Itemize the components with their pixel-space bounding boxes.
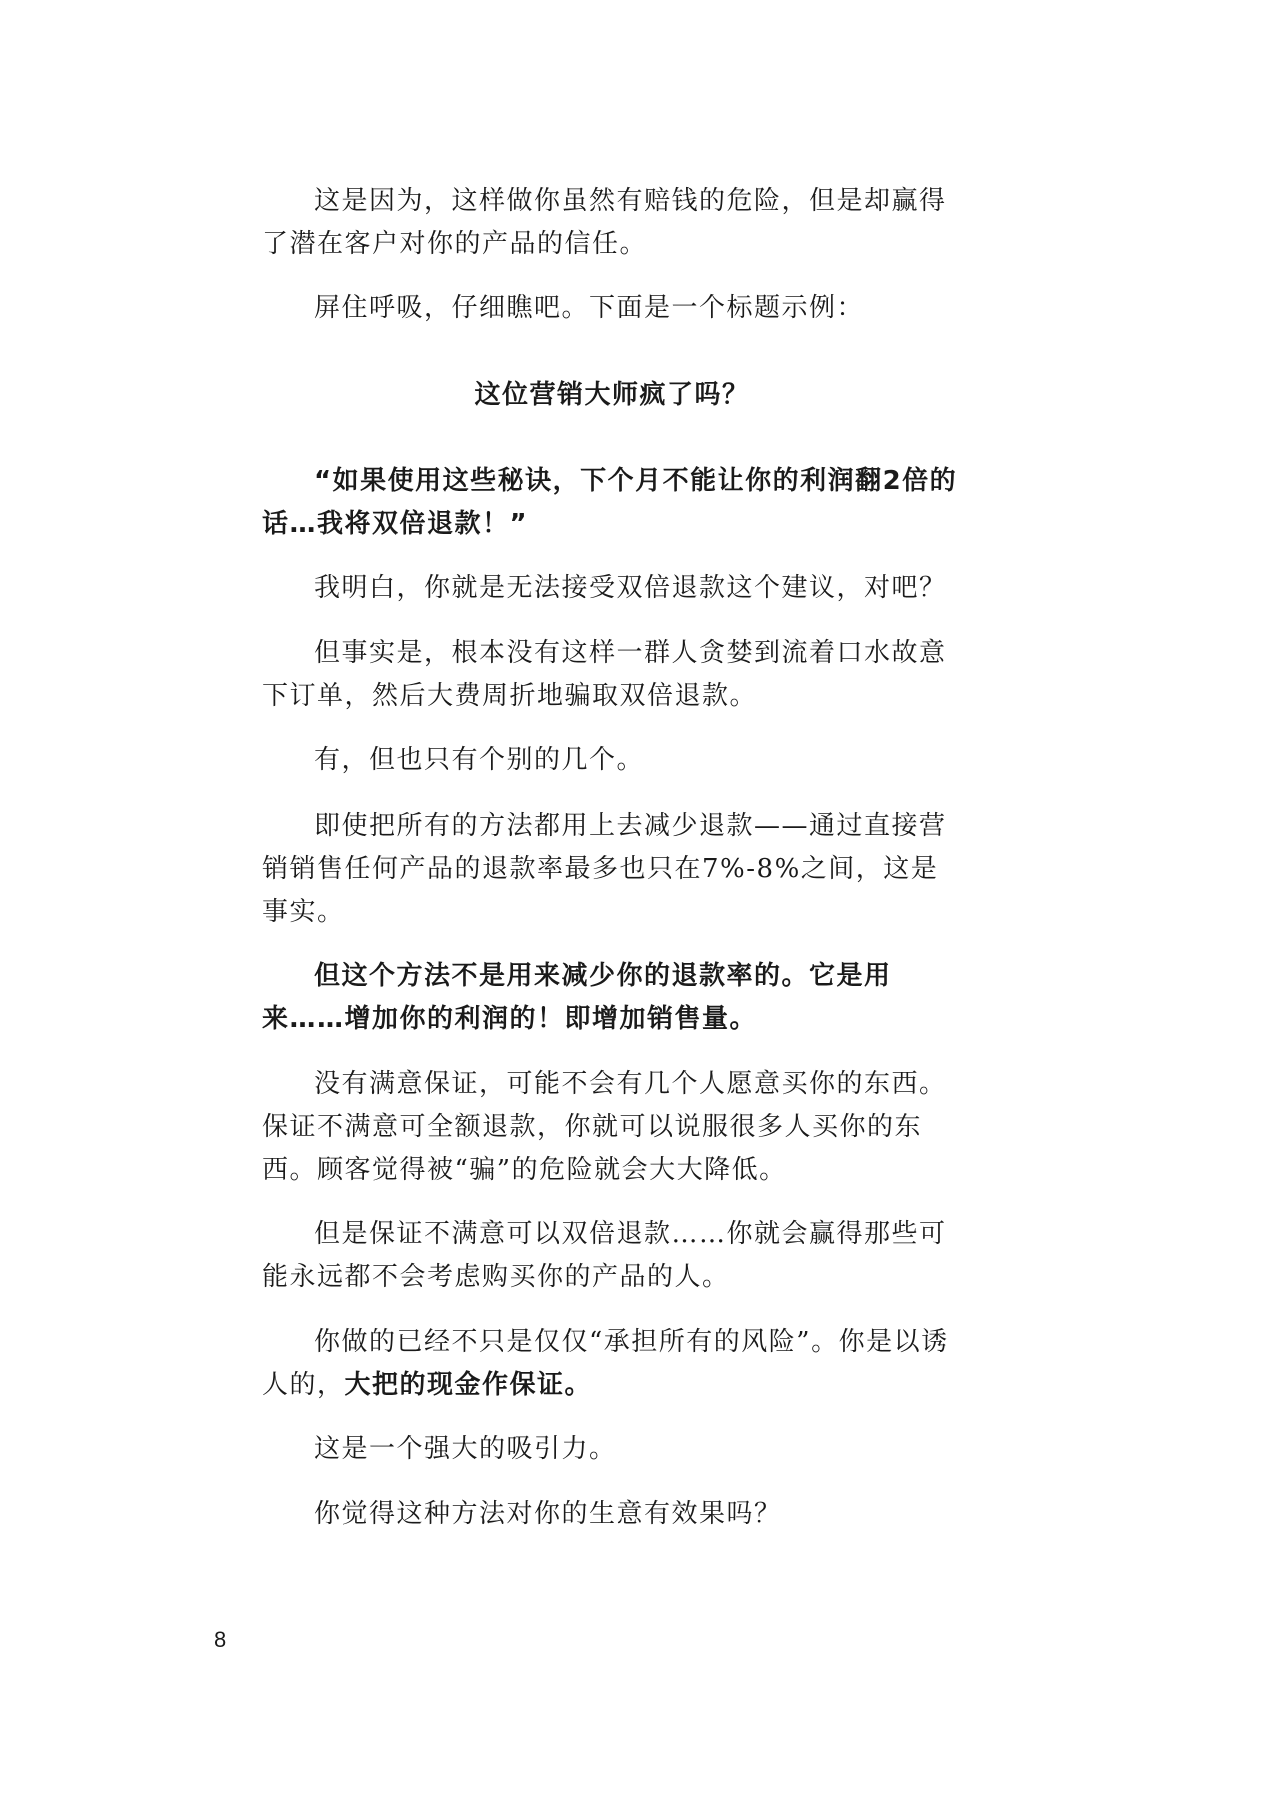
paragraph-11: 你觉得这种方法对你的生意有效果吗？ [314,1499,782,1529]
paragraph-3: 我明白，你就是无法接受双倍退款这个建议，对吧？ [314,573,947,603]
paragraph-6: 即使把所有的方法都用上去减少退款——通过直接营销销售任何产品的退款率最多也只在7%-8%之间，这是事实。 [262,811,947,927]
paragraph-7: 没有满意保证，可能不会有几个人愿意买你的东西。保证不满意可全额退款，你就可以说服很多人买你的东西。顾客觉得被“骗”的危险就会大大降低。 [262,1069,947,1185]
paragraph-4: 但事实是，根本没有这样一群人贪婪到流着口水故意下订单，然后大费周折地骗取双倍退款。 [262,638,947,711]
headline-example: 这位营销大师疯了吗？ [474,380,750,410]
paragraph-9 [262,1321,962,1407]
headline-quote: “如果使用这些秘诀，下个月不能让你的利润翻2倍的话…我将双倍退款！” [262,466,958,539]
page-number: 8 [214,1627,227,1652]
paragraph-bold-method: 但这个方法不是用来减少你的退款率的。它是用来……增加你的利润的！即增加销售量。 [262,961,892,1034]
paragraph-8: 但是保证不满意可以双倍退款……你就会赢得那些可能永远都不会考虑购买你的产品的人。 [262,1219,947,1292]
paragraph-1: 这是因为，这样做你虽然有赔钱的危险，但是却赢得了潜在客户对你的产品的信任。 [262,186,947,259]
paragraph-9-bold-text: 大把的现金作保证。 [344,1370,593,1400]
paragraph-9-text: 你做的已经不只是仅仅“承担所有的风险”。你是以诱人的， [262,1327,949,1400]
paragraph-2: 屏住呼吸，仔细瞧吧。下面是一个标题示例： [314,293,865,323]
paragraph-10: 这是一个强大的吸引力。 [314,1434,617,1464]
paragraph-5: 有，但也只有个别的几个。 [314,745,645,775]
